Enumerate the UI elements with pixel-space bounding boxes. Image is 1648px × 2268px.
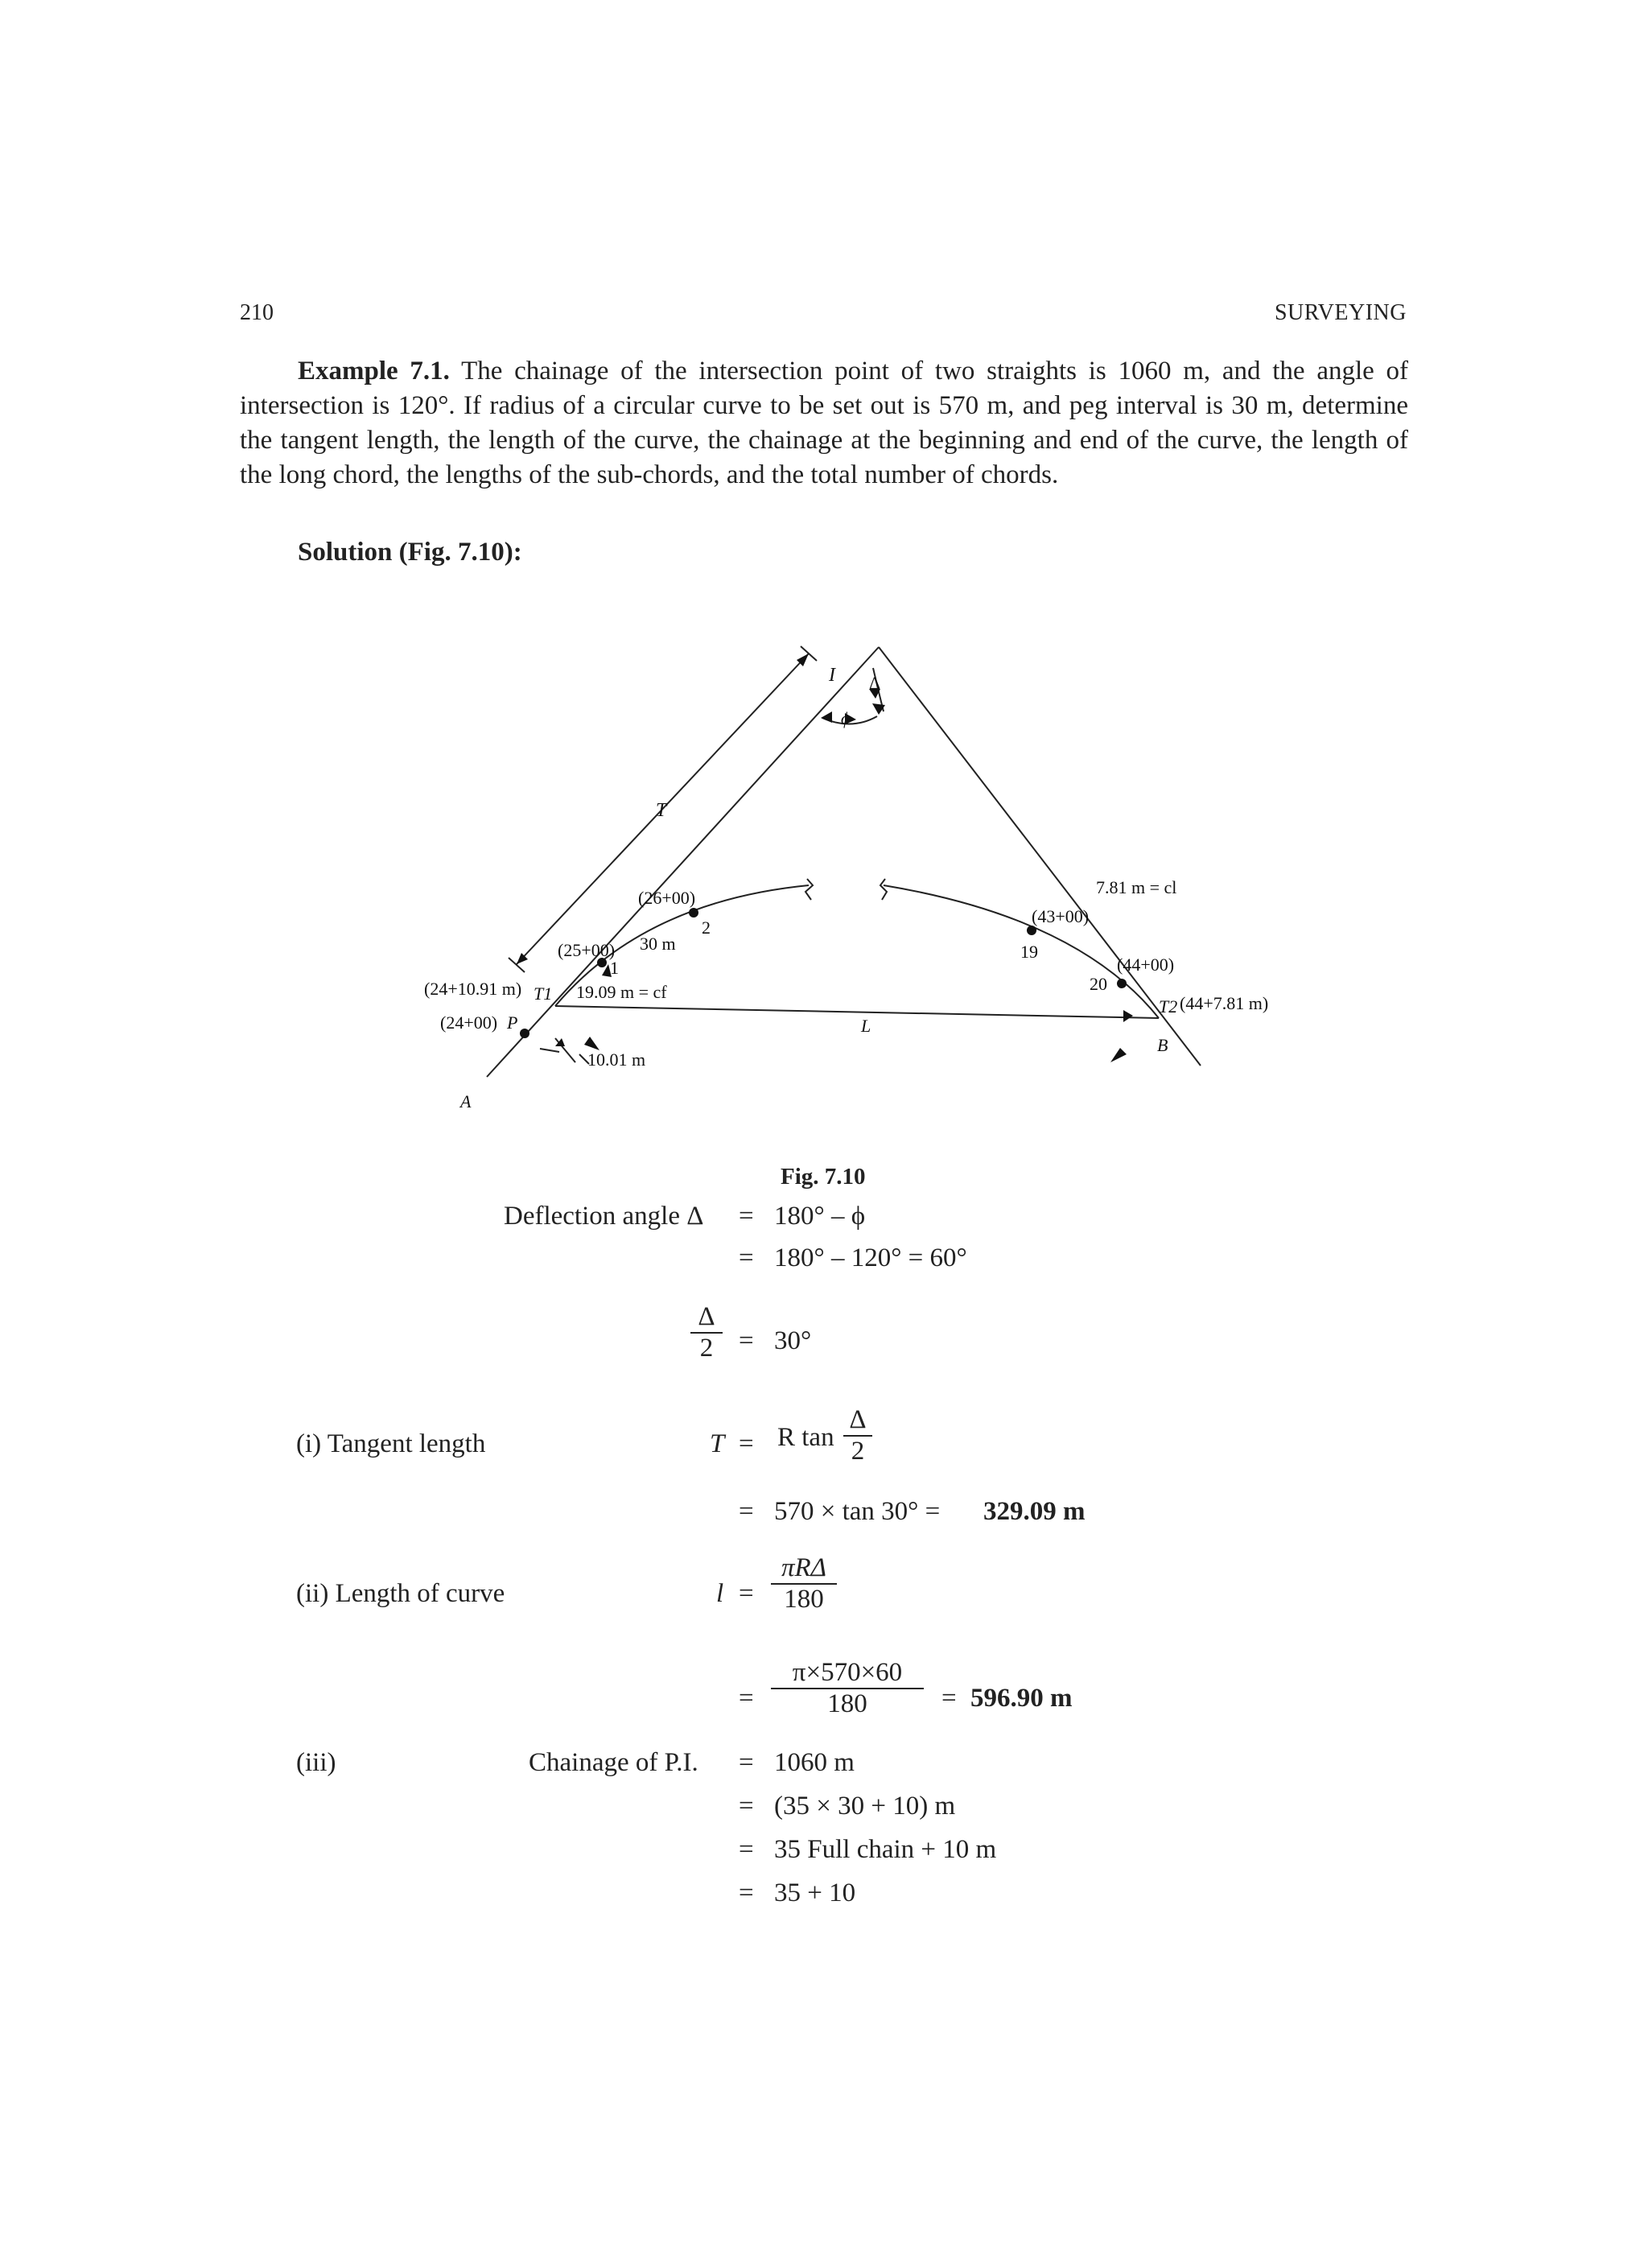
chainage-line-1: 1060 m (774, 1748, 855, 1777)
curve-calc-denominator: 180 (771, 1688, 924, 1719)
label-4300: (43+00) (1032, 906, 1090, 926)
label-2410: (24+10.91 m) (424, 979, 522, 999)
label-cf: 19.09 m = cf (576, 982, 667, 1002)
equals-9: = (739, 1748, 754, 1777)
equals-11: = (739, 1835, 754, 1864)
equals-1: = (739, 1202, 754, 1231)
equals-12: = (739, 1878, 754, 1907)
equals-7: = (739, 1684, 754, 1713)
label-delta: Δ (869, 673, 881, 693)
equals-6: = (739, 1579, 754, 1608)
label-n20: 20 (1090, 974, 1107, 994)
label-T: T (656, 800, 667, 821)
curve-length-result: 596.90 m (970, 1684, 1073, 1713)
deflection-rhs-2: 180° – 120° = 60° (774, 1243, 967, 1272)
label-n1: 1 (610, 958, 619, 978)
point-p (520, 1029, 529, 1038)
page-number: 210 (240, 300, 274, 325)
half-delta-rhs: 30° (774, 1326, 812, 1355)
running-title: SURVEYING (1274, 300, 1407, 325)
curve-length-denominator: 180 (771, 1583, 837, 1614)
curve-length-numerator: πRΔ (781, 1553, 827, 1582)
chainage-line-3: 35 Full chain + 10 m (774, 1835, 997, 1864)
back-tangent-line (487, 647, 879, 1077)
tangent-length-label: (i) Tangent length (296, 1429, 486, 1458)
tangent-calc: 570 × tan 30° = (774, 1497, 941, 1526)
peg-point-19 (1027, 926, 1036, 935)
curve-length-label: (ii) Length of curve (296, 1579, 505, 1608)
equals-5: = (739, 1497, 754, 1526)
solution-heading: Solution (Fig. 7.10): (298, 538, 522, 567)
curve-calc-fraction (771, 1658, 924, 1719)
equals-4: = (739, 1429, 754, 1458)
chainage-line-4: 35 + 10 (774, 1878, 856, 1907)
example-text: The chainage of the intersection point of two straights is 1060 m, and the angle of intersection is 120°. If radius of a circular curve to be set out is 570 m, and peg interval is 30 m, determine the tangent length, the length of the curve, the chainage at the beginning and end of the curve, the length of the long chord, the lengths of the sub-chords, and the total number of chords. (240, 357, 1409, 489)
tangent-fraction-numerator: Δ (849, 1405, 867, 1434)
tangent-fraction (843, 1405, 872, 1466)
half-delta-numerator: Δ (698, 1302, 715, 1331)
label-P: P (507, 1012, 518, 1033)
chainage-line-2: (35 × 30 + 10) m (774, 1792, 956, 1821)
tangent-rhs-pre: R tan (777, 1423, 834, 1452)
half-delta-denominator: 2 (690, 1332, 723, 1363)
equals-8: = (941, 1684, 957, 1713)
tangent-lhs: T (710, 1429, 725, 1458)
half-delta-fraction (690, 1302, 723, 1363)
tangent-fraction-denominator: 2 (843, 1435, 872, 1466)
example-label: Example 7.1. (298, 357, 450, 386)
peg-point-2 (689, 908, 698, 918)
label-T2: T2 (1159, 996, 1178, 1016)
label-L: L (861, 1016, 871, 1036)
label-2600: (26+00) (638, 888, 696, 908)
label-4400: (44+00) (1117, 955, 1175, 975)
label-2400: (24+00) (440, 1012, 498, 1033)
chainage-label: (iii) (296, 1748, 336, 1777)
curve-calc-numerator: π×570×60 (792, 1658, 903, 1687)
label-4478: (44+7.81 m) (1180, 993, 1269, 1013)
equals-3: = (739, 1326, 754, 1355)
chainage-sub-label: Chainage of P.I. (529, 1748, 698, 1777)
label-cl: 7.81 m = cl (1096, 877, 1177, 897)
deflection-label: Deflection angle Δ (504, 1202, 704, 1231)
label-T1: T1 (534, 983, 553, 1004)
label-phi: ϕ (841, 708, 851, 728)
long-chord-line (555, 1006, 1159, 1018)
equals-2: = (739, 1243, 754, 1272)
deflection-rhs-1: 180° – ϕ (774, 1202, 866, 1231)
peg-point-20 (1117, 979, 1127, 988)
label-n19: 19 (1020, 942, 1038, 962)
curve-length-lhs: l (716, 1579, 724, 1608)
label-d30: 30 m (640, 934, 676, 954)
label-n2: 2 (702, 918, 711, 938)
label-A: A (460, 1091, 472, 1111)
equals-10: = (739, 1792, 754, 1821)
label-1001: 10.01 m (587, 1049, 646, 1070)
tangent-result: 329.09 m (983, 1497, 1086, 1526)
forward-tangent-line (879, 647, 1201, 1066)
label-I: I (829, 665, 835, 686)
label-2500: (25+00) (558, 940, 616, 960)
curve-length-fraction (771, 1553, 837, 1614)
figure-caption: Fig. 7.10 (781, 1164, 866, 1190)
label-B: B (1157, 1035, 1168, 1055)
